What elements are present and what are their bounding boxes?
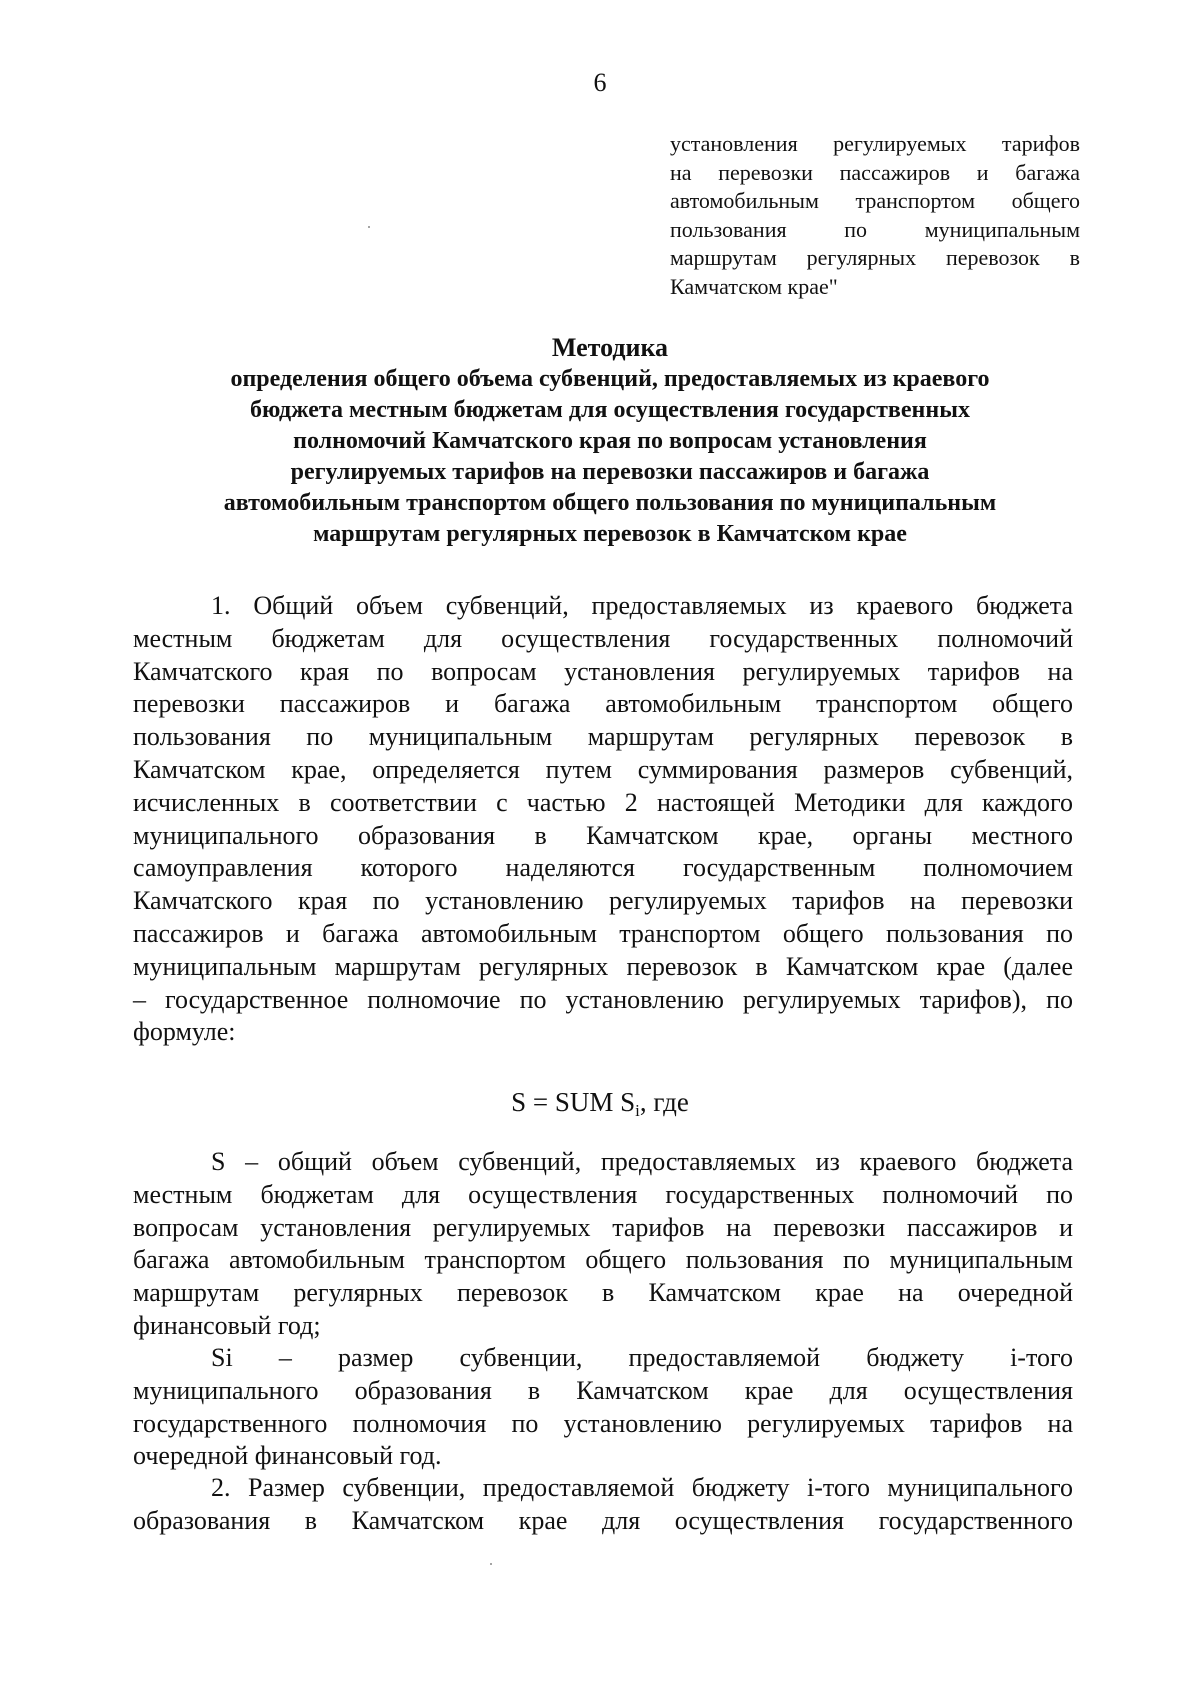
text-line: 1. Общий объем субвенций, предоставляемых из краевого бюджета (211, 591, 1073, 620)
text-line: Камчатского края по установлению регулируемых тарифов на перевозки (133, 886, 1073, 916)
leading-line: установления регулируемых тарифов (670, 131, 1080, 156)
text-line: местным бюджетам для осуществления государственных полномочий (133, 623, 1073, 653)
text-line: муниципального образования в Камчатском крае для осуществления (133, 1375, 1073, 1405)
title-heading: Методика (551, 333, 669, 362)
text-line: исчисленных в соответствии с частью 2 настоящей Методики для каждого (133, 787, 1073, 817)
text-line: вопросам установления регулируемых тарифов на перевозки пассажиров и (133, 1212, 1073, 1242)
text-line: Камчатском крае, определяется путем суммирования размеров субвенций, (133, 754, 1073, 784)
definition-si (133, 1342, 1073, 1473)
scan-speck (490, 1563, 492, 1565)
text-line: государственного полномочия по установлению регулируемых тарифов на (133, 1408, 1073, 1438)
document-title (140, 332, 1080, 550)
text-line: багажа автомобильным транспортом общего пользования по муниципальным (133, 1245, 1073, 1275)
text-line: образования в Камчатском крае для осуществления государственного (133, 1505, 1073, 1535)
paragraph-1 (133, 590, 1073, 1049)
text-line: S – общий объем субвенций, предоставляемых из краевого бюджета (211, 1147, 1073, 1176)
subtitle-line: регулируемых тарифов на перевозки пассажиров и багажа (290, 459, 930, 485)
formula (0, 1085, 1200, 1123)
leading-line: пользования по муниципальным (670, 216, 1080, 242)
text-line: пассажиров и багажа автомобильным транспортом общего пользования по (133, 918, 1073, 948)
text-line: Si – размер субвенции, предоставляемой бюджету i-того (211, 1343, 1073, 1372)
leading-line: Камчатском крае" (670, 273, 838, 299)
subtitle-line: маршрутам регулярных перевозок в Камчатском крае (313, 521, 907, 547)
text-line: – государственное полномочие по установлению регулируемых тарифов), по (133, 984, 1073, 1014)
subtitle-line: бюджета местным бюджетам для осуществления государственных (250, 397, 970, 423)
leading-line: маршрутам регулярных перевозок в (670, 245, 1080, 270)
subtitle-line: полномочий Камчатского края по вопросам установления (293, 428, 927, 454)
text-line: 2. Размер субвенции, предоставляемой бюджету i-того муниципального (211, 1473, 1073, 1502)
text-line: формуле: (133, 1017, 236, 1047)
text-line: муниципального образования в Камчатском крае, органы местного (133, 820, 1073, 850)
text-line: маршрутам регулярных перевозок в Камчатском крае на очередной (133, 1278, 1073, 1308)
text-line: перевозки пассажиров и багажа автомобильным транспортом общего (133, 689, 1073, 719)
leading-lines (670, 130, 1080, 301)
page-number: 6 (593, 68, 607, 97)
paragraph-2 (133, 1472, 1073, 1538)
definition-s (133, 1146, 1073, 1343)
subtitle-line: автомобильным транспортом общего пользования по муниципальным (223, 490, 997, 516)
leading-line: автомобильным транспортом общего (670, 188, 1080, 213)
formula-tail: , где (639, 1087, 689, 1117)
text-line: пользования по муниципальным маршрутам регулярных перевозок в (133, 722, 1073, 752)
text-line: очередной финансовый год. (133, 1441, 442, 1471)
formula-lhs: S = SUM S (511, 1087, 636, 1117)
text-line: Камчатского края по вопросам установления регулируемых тарифов на (133, 656, 1073, 686)
scan-speck (368, 226, 370, 228)
text-line: муниципальным маршрутам регулярных перевозок в Камчатском крае (далее (133, 951, 1073, 981)
text-line: финансовый год; (133, 1310, 321, 1340)
text-line: местным бюджетам для осуществления государственных полномочий по (133, 1179, 1073, 1209)
text-line: самоуправления которого наделяются государственным полномочием (133, 853, 1073, 883)
subtitle-line: определения общего объема субвенций, предоставляемых из краевого (230, 366, 990, 392)
formula-subscript: i (635, 1101, 640, 1120)
leading-line: на перевозки пассажиров и багажа (670, 159, 1080, 185)
